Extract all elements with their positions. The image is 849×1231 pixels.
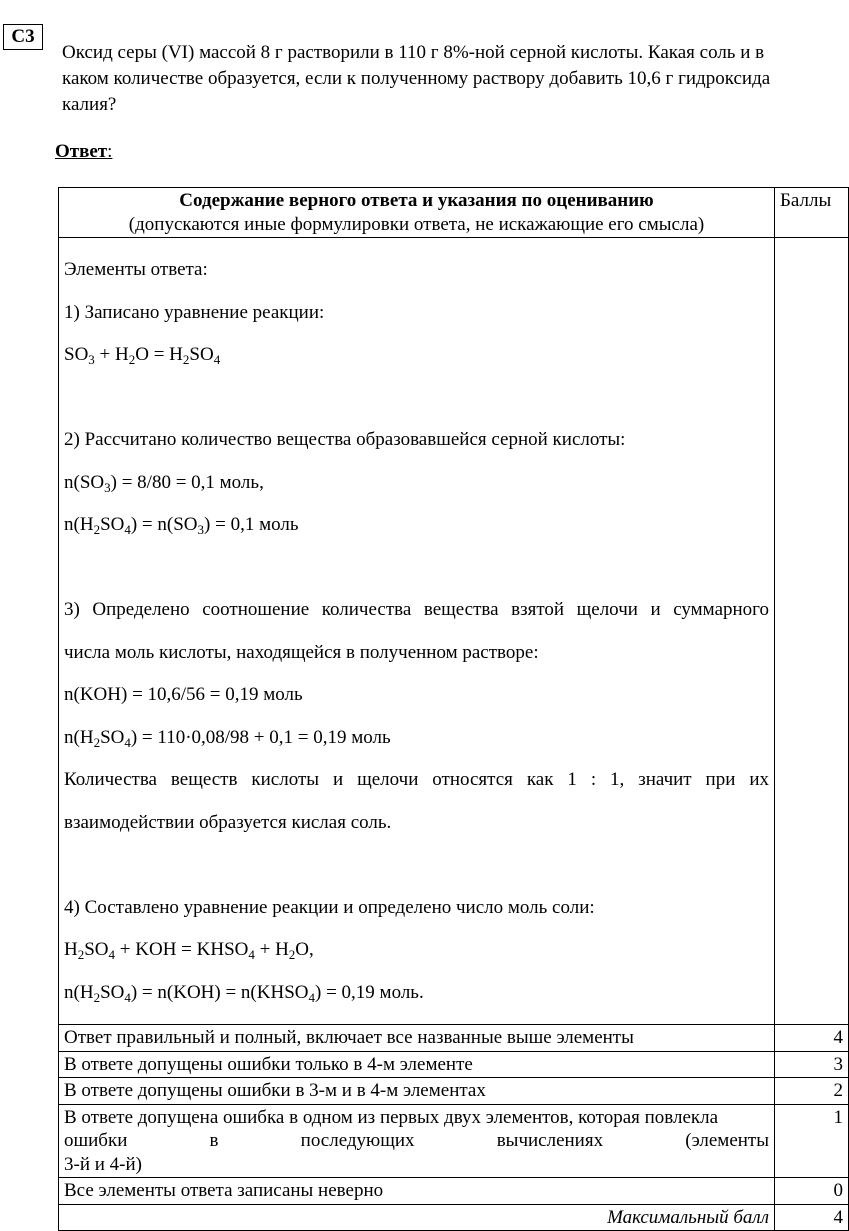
- criteria-text-line: ошибки в последующих вычислениях (элементы: [64, 1130, 769, 1151]
- element-4-title: 4) Составлено уравнение реакции и определено число моль соли:: [64, 896, 595, 918]
- element-2-title: 2) Рассчитано количество вещества образовавшейся серной кислоты:: [64, 429, 626, 450]
- criteria-score: 0: [775, 1178, 849, 1205]
- criteria-text: Все элементы ответа записаны неверно: [59, 1178, 775, 1205]
- answer-elements-cell: [59, 238, 775, 1025]
- criteria-text: В ответе допущены ошибки в 3-м и в 4-м элементах: [59, 1078, 775, 1105]
- answer-heading: [55, 141, 112, 163]
- criteria-text: В ответе допущены ошибки только в 4-м элементе: [59, 1051, 775, 1078]
- problem-line: Оксид серы (VI) массой 8 г растворили в 110 г 8%-ной серной кислоты. Какая соль и в: [62, 42, 765, 63]
- elements-intro: Элементы ответа:: [64, 259, 208, 280]
- problem-statement: [62, 40, 832, 118]
- criteria-text: [59, 1104, 775, 1178]
- element-4-line-1: $H_2SO_4$ + KOH = $KHSO_4 + H_2O$,: [64, 939, 314, 962]
- header-score-cell: Баллы: [775, 188, 849, 238]
- element-3-line-2: $n(H_2SO_4) = 110\cdot 0,08/98 + 0,1 = 0,19$ моль: [64, 726, 391, 750]
- element-1-equation: $SO_3 + H_2O = H_2SO_4$: [64, 344, 221, 367]
- criteria-row: [59, 1051, 849, 1078]
- element-2-line-2: $n(H_2SO_4) = n(SO_3) = 0,1$ моль: [64, 514, 299, 537]
- problem-line: каком количестве образуется, если к полученному раствору добавить 10,6 г гидроксида: [62, 68, 771, 89]
- element-3-line-1: n(KOH) = 10,6/56 = 0,19 моль: [64, 684, 303, 705]
- criteria-score: 4: [775, 1025, 849, 1052]
- element-3-title-b: числа моль кислоты, находящейся в полученном растворе:: [64, 641, 539, 663]
- max-score-value: 4: [775, 1204, 849, 1231]
- elements-score-cell: [775, 238, 849, 1025]
- elements-row: [59, 238, 849, 1025]
- criteria-text-line: 3-й и 4-й): [64, 1153, 142, 1175]
- answer-heading-colon: :: [107, 141, 113, 162]
- element-4-line-2: $n(H_2SO_4) = n(KOH)$ = $n(KHSO_4) = 0,19$ моль.: [64, 981, 424, 1005]
- grading-table: [58, 187, 849, 1231]
- criteria-score: 3: [775, 1051, 849, 1078]
- element-3-line-3b: взаимодействии образуется кислая соль.: [64, 811, 392, 833]
- header-title: Содержание верного ответа и указания по оцениванию: [179, 190, 654, 211]
- element-2-line-1: $n(SO_3) = 8/80 = 0,1$ моль,: [64, 471, 264, 495]
- header-content-cell: [59, 188, 775, 238]
- criteria-text-line: В ответе допущена ошибка в одном из первых двух элементов, которая повлекла: [64, 1106, 719, 1128]
- table-header-row: [59, 188, 849, 238]
- criteria-score: 2: [775, 1078, 849, 1105]
- element-3-line-3a: Количества веществ кислоты и щелочи относятся как 1 : 1, значит при их: [64, 769, 769, 790]
- criteria-text: Ответ правильный и полный, включает все названные выше элементы: [59, 1025, 775, 1052]
- criteria-score: 1: [775, 1104, 849, 1178]
- element-3-title-a: 3) Определено соотношение количества вещества взятой щелочи и суммарного: [64, 599, 769, 620]
- max-score-row: [59, 1204, 849, 1231]
- criteria-row: [59, 1078, 849, 1105]
- header-subtitle: (допускаются иные формулировки ответа, не искажающие его смысла): [128, 213, 705, 235]
- criteria-row: [59, 1104, 849, 1178]
- task-number-badge: С3: [3, 24, 43, 50]
- criteria-row: [59, 1025, 849, 1052]
- max-score-label: Максимальный балл: [59, 1204, 775, 1231]
- element-1-title: 1) Записано уравнение реакции:: [64, 301, 325, 323]
- criteria-row: [59, 1178, 849, 1205]
- answer-heading-text: Ответ: [55, 141, 108, 162]
- problem-line: калия?: [62, 94, 117, 115]
